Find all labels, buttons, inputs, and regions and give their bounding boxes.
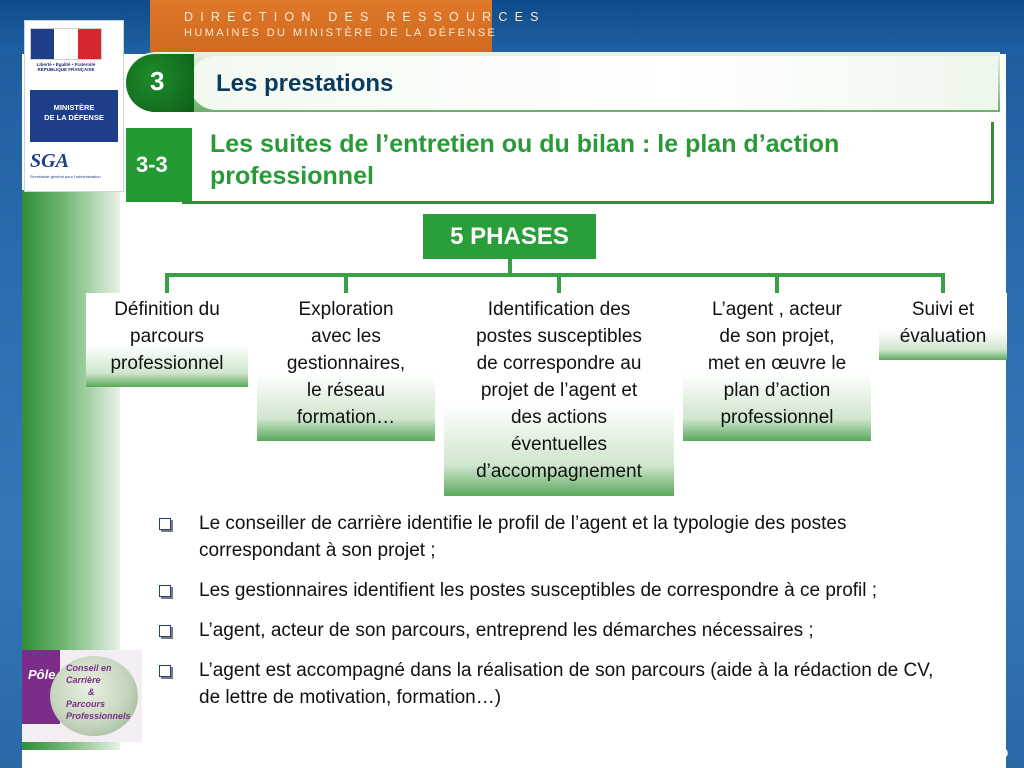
tree-branch-5 — [941, 273, 945, 295]
phase-line: L’agent , acteur — [712, 299, 842, 320]
page-number: 9 — [1002, 748, 1009, 760]
phase-line: éventuelles — [510, 434, 608, 455]
list-item — [156, 657, 946, 711]
phase-line: professionnel — [110, 353, 224, 374]
bullet-text: L’agent est accompagné dans la réalisation de son parcours (aide à la rédaction de CV, de lettre de motivation, formation…) — [199, 660, 934, 708]
phase-line: Suivi et — [911, 299, 975, 320]
checkbox-bullet-icon — [159, 665, 171, 677]
phases-heading: 5 PHASES — [423, 214, 596, 259]
drh-banner — [150, 0, 492, 52]
phase-card-definition — [86, 293, 248, 387]
subsection-number: 3-3 — [136, 152, 168, 177]
phase-line: plan d’action — [723, 380, 831, 401]
tree-branch-3 — [557, 273, 561, 295]
phase-line: de correspondre au — [476, 353, 642, 374]
subsection-title-line2: professionnel — [210, 162, 374, 190]
drh-title-line2: HUMAINES DU MINISTÈRE DE LA DÉFENSE — [184, 27, 498, 39]
phase-line: professionnel — [720, 407, 834, 428]
phase-line: parcours — [130, 326, 204, 347]
tree-branch-4 — [775, 273, 779, 295]
sga-subtitle: Secrétariat général pour l'administration — [30, 174, 101, 179]
phase-line: formation… — [296, 407, 396, 428]
checkbox-bullet-icon — [159, 518, 171, 530]
republique-francaise-text: Liberté • Égalité • Fraternité RÉPUBLIQUE FRANÇAISE — [36, 62, 96, 72]
bullet-text: Le conseiller de carrière identifie le profil de l’agent et la typologie des postes correspondant à son projet ; — [199, 513, 847, 561]
ministere-line1: MINISTÈRE — [53, 103, 95, 112]
subsection-title-line1: Les suites de l’entretien ou du bilan : le plan d’action — [210, 130, 840, 158]
checkbox-bullet-icon — [159, 625, 171, 637]
phase-line: Identification des — [487, 299, 631, 320]
list-item — [156, 577, 946, 604]
tree-branch-2 — [344, 273, 348, 295]
phase-line: des actions — [510, 407, 608, 428]
phase-card-identification — [444, 293, 674, 496]
ccpp-line: Conseil en — [66, 663, 112, 673]
ccpp-line: Carrière — [66, 675, 101, 685]
list-item — [156, 617, 946, 644]
section-number: 3 — [150, 66, 165, 96]
phase-line: Définition du — [114, 299, 220, 320]
tree-horizontal — [165, 273, 945, 277]
ccpp-line: Professionnels — [66, 711, 131, 721]
phase-line: met en œuvre le — [707, 353, 847, 374]
phase-line: postes susceptibles — [476, 326, 642, 347]
phase-card-mise-en-oeuvre — [683, 293, 871, 441]
phase-line: projet de l’agent et — [480, 380, 638, 401]
ccpp-line: & — [88, 687, 95, 697]
marianne-logo — [30, 28, 102, 60]
ministere-line2: DE LA DÉFENSE — [44, 113, 104, 122]
phase-line: évaluation — [899, 326, 987, 347]
drh-title-line1: DIRECTION DES RESSOURCES — [184, 10, 546, 24]
pole-text: Pôle — [28, 667, 56, 682]
phase-line: Exploration — [298, 299, 394, 320]
phase-line: d’accompagnement — [476, 461, 642, 482]
phase-line: le réseau — [306, 380, 386, 401]
phase-card-suivi — [879, 293, 1007, 360]
bullet-text: Les gestionnaires identifient les postes susceptibles de correspondre à ce profil ; — [199, 580, 878, 601]
checkbox-bullet-icon — [159, 585, 171, 597]
phase-line: avec les — [311, 326, 381, 347]
ccpp-line: Parcours — [66, 699, 106, 709]
tree-branch-1 — [165, 273, 169, 295]
phase-line: de son projet, — [719, 326, 835, 347]
section-title: Les prestations — [216, 70, 394, 97]
ccpp-text — [66, 662, 136, 722]
list-item — [156, 510, 946, 564]
bullet-list — [156, 510, 946, 724]
phase-line: gestionnaires, — [286, 353, 406, 374]
sga-logo: SGA — [30, 150, 69, 172]
ministere-logo — [30, 90, 118, 142]
bullet-text: L’agent, acteur de son parcours, entreprend les démarches nécessaires ; — [199, 620, 814, 641]
phase-card-exploration — [257, 293, 435, 441]
subsection-title — [210, 128, 980, 192]
